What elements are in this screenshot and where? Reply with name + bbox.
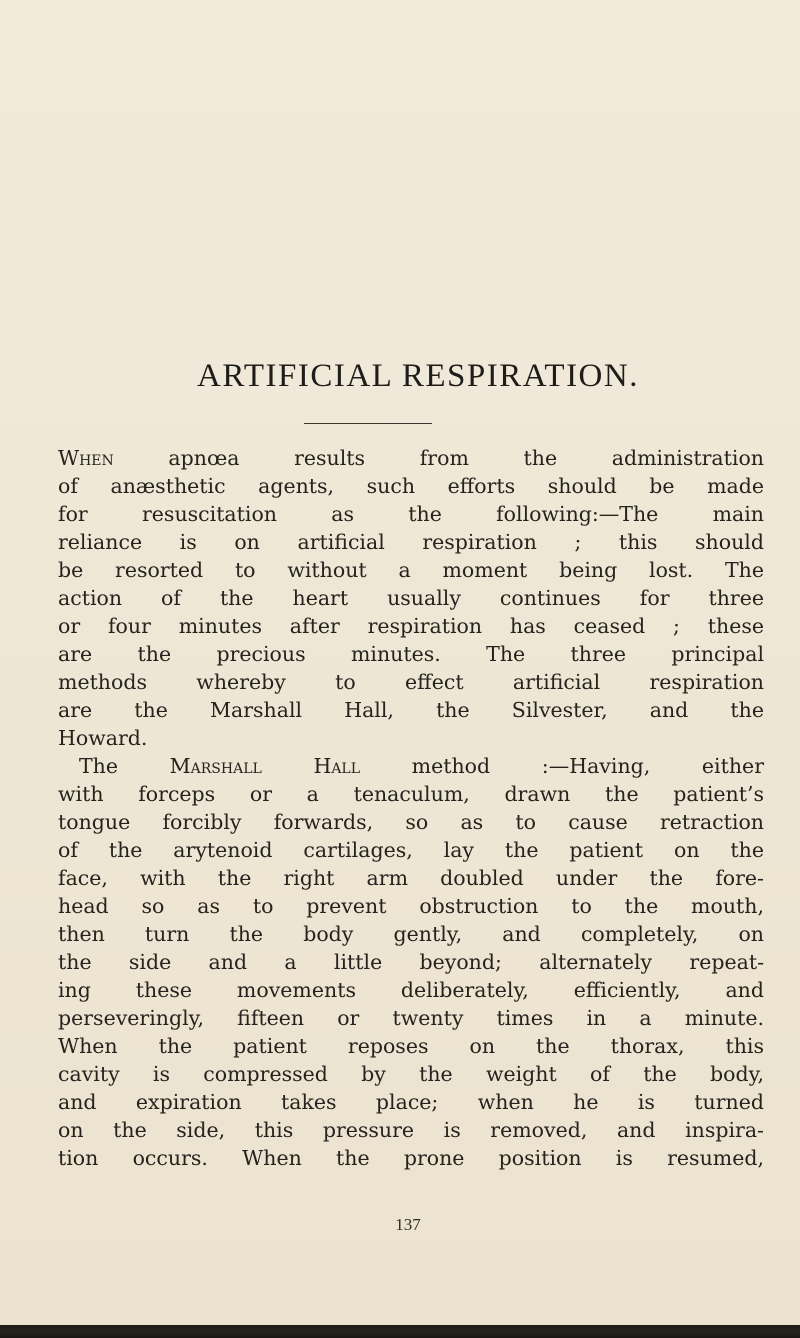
- text-line: reliance is on artificial respiration ; this should: [58, 530, 764, 554]
- text-line: or four minutes after respiration has ceased ; these: [58, 614, 764, 638]
- lead-word: When: [58, 446, 114, 470]
- text-line: ing these movements deliberately, efficiently, and: [58, 978, 764, 1002]
- title-rule: [304, 423, 432, 424]
- text-line: tion occurs. When the prone position is resumed,: [58, 1146, 764, 1170]
- text-line: are the precious minutes. The three principal: [58, 642, 764, 666]
- text-line: on the side, this pressure is removed, and inspira-: [58, 1118, 764, 1142]
- text-line: tongue forcibly forwards, so as to cause retraction: [58, 810, 764, 834]
- text-line: for resuscitation as the following:—The main: [58, 502, 764, 526]
- text-line: perseveringly, fifteen or twenty times in a minute.: [58, 1006, 764, 1030]
- text-line: methods whereby to effect artificial respiration: [58, 670, 764, 694]
- text-line: face, with the right arm doubled under the fore-: [58, 866, 764, 890]
- text-line: The Marshall Hall method :—Having, either: [79, 754, 764, 778]
- text-line: of anæsthetic agents, such efforts should be made: [58, 474, 764, 498]
- text-line: When the patient reposes on the thorax, this: [58, 1034, 764, 1058]
- text-line: be resorted to without a moment being lost. The: [58, 558, 764, 582]
- page-number: 137: [395, 1215, 421, 1234]
- text-line: the side and a little beyond; alternately repeat-: [58, 950, 764, 974]
- text-line: are the Marshall Hall, the Silvester, and the: [58, 698, 764, 722]
- scan-edge-band: [0, 1325, 800, 1338]
- body-text: [58, 444, 764, 1172]
- text-line: then turn the body gently, and completely, on: [58, 922, 764, 946]
- text-line: with forceps or a tenaculum, drawn the patient’s: [58, 782, 764, 806]
- text-line: cavity is compressed by the weight of the body,: [58, 1062, 764, 1086]
- text-line: and expiration takes place; when he is turned: [58, 1090, 764, 1114]
- text-line: action of the heart usually continues for three: [58, 586, 764, 610]
- method-name: Marshall Hall: [169, 754, 361, 778]
- text-line: of the arytenoid cartilages, lay the patient on the: [58, 838, 764, 862]
- text-line: Howard.: [58, 726, 148, 750]
- page-title: ARTIFICIAL RESPIRATION.: [197, 358, 639, 394]
- text-line: When apnœa results from the administration: [58, 446, 764, 470]
- text-line: head so as to prevent obstruction to the mouth,: [58, 894, 764, 918]
